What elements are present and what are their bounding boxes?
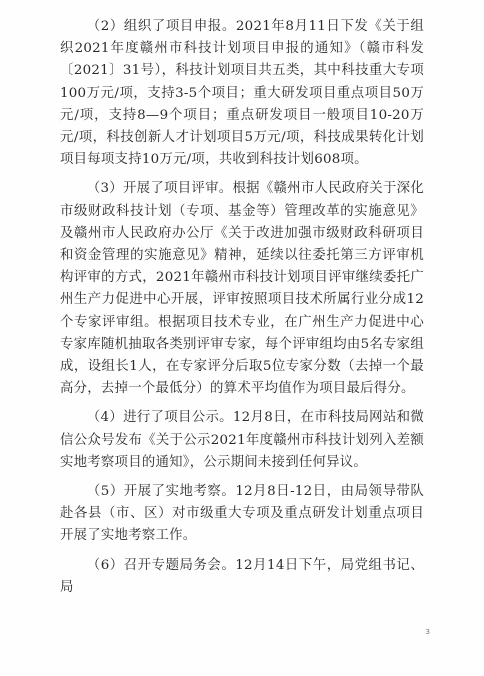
paragraph-bureau-meeting: （6）召开专题局务会。12月14日下午，局党组书记、局 [60, 557, 424, 595]
page-number: 3 [425, 628, 430, 636]
document-body [60, 16, 424, 606]
paragraph-project-application: （2）组织了项目申报。2021年8月11日下发《关于组织2021年度赣州市科技计划项目申报的通知》（赣市科发〔2021〕31号），科技计划项目共五类，其中科技重大专项100万元/项，支持3-5个项目；重大研发项目重点项目50万元/项，支持8—9个项目；重点研发项目一般项目10-20万元/项，科技创新人才计划项目5万元/项，科技成果转化计划项目每项支持10万元/项，共收到科技计划608项。 [60, 19, 424, 168]
paragraph-project-review: （3）开展了项目评审。根据《赣州市人民政府关于深化市级财政科技计划（专项、基金等）管理改革的实施意见》及赣州市人民政府办公厅《关于改进加强市级财政科研项目和资金管理的实施意见》精神，延续以往委托第三方评审机构评审的方式，2021年赣州市科技计划项目评审继续委托广州生产力促进中心开展，评审按照项目技术所属行业分成12个专家评审组。根据项目技术专业，在广州生产力促进中心专家库随机抽取各类别评审专家，每个评审组均由5名专家组成，设组长1人，在专家评分后取5位专家分数（去掉一个最高分，去掉一个最低分）的算术平均值作为项目最后得分。 [60, 181, 424, 397]
paragraph-field-inspection: （5）开展了实地考察。12月8日-12日，由局领导带队赴各县（市、区）对市级重大专项及重点研发计划重点项目开展了实地考察工作。 [60, 484, 424, 544]
paragraph-project-publicity: （4）进行了项目公示。12月8日，在市科技局网站和微信公众号发布《关于公示2021年度赣州市科技计划列入差额实地考察项目的通知》，公示期间未接到任何异议。 [60, 410, 424, 470]
